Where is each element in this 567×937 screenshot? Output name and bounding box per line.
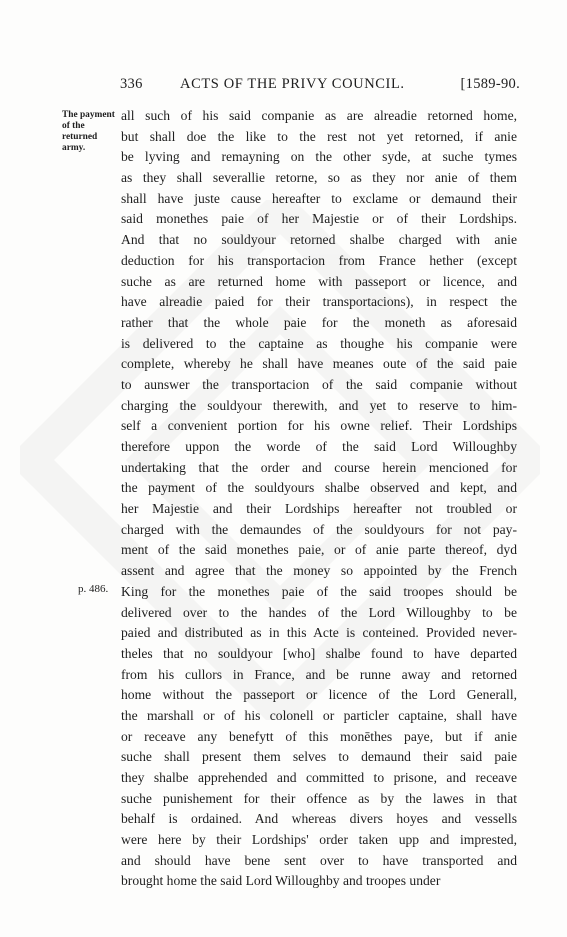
text-line: charging the souldyour therewith, and yet to reserve to him- (121, 397, 517, 413)
margin-sidenote (62, 110, 122, 154)
text-line: as they shall severallie retorne, so as they nor anie of them (121, 170, 517, 186)
text-line: delivered over to the handes of the Lord Willoughby to be (121, 604, 517, 620)
text-line: behalf is ordained. And whereas divers hoyes and vessells (121, 811, 517, 827)
text-line: home without the passeport or licence of the Lord Generall, (121, 687, 517, 703)
text-line: And that no souldyour retorned shalbe charged with anie (121, 232, 517, 248)
text-line: suche as are returned home with passeport or licence, and (121, 273, 517, 289)
text-line: but shall doe the like to the rest not yet retorned, if anie (121, 128, 517, 144)
text-line: ment of the said monethes paie, or of anie parte thereof, dyd (121, 542, 517, 558)
text-line: shall have juste cause hereafter to exclame or demaund their (121, 190, 517, 206)
text-line: King for the monethes paie of the said troopes should be (121, 583, 517, 599)
text-line: and should have bene sent over to have transported and (121, 852, 517, 868)
text-line: assent and agree that the money so appointed by the French (121, 563, 517, 579)
sidenote-line: army. (62, 143, 86, 153)
text-line: said monethes paie of her Majestie or of their Lordships. (121, 211, 517, 227)
text-line: undertaking that the order and course herein mencioned for (121, 459, 517, 475)
text-line: all such of his said companie as are alreadie retorned home, (121, 108, 517, 123)
text-line: her Majestie and their Lordships hereafter not troubled or (121, 501, 517, 517)
text-line: were here by their Lordships' order taken upp and imprested, (121, 832, 517, 848)
text-line: suche shall present them selves to demaund their said paie (121, 749, 517, 765)
text-line: self a convenient portion for his owne relief. Their Lordships (121, 418, 517, 434)
text-line: therefore uppon the worde of the said Lord Willoughby (121, 439, 517, 454)
text-line: rather that the whole paie for the moneth as aforesaid (121, 314, 517, 330)
text-line: charged with the demaundes of the souldyours for not pay- (121, 521, 517, 537)
text-line: deduction for his transportacion from France hether (except (121, 252, 517, 268)
text-line: suche punishement for their offence as by the lawes in that (121, 790, 517, 806)
text-line: the marshall or of his colonell or particler captaine, shall have (121, 707, 517, 723)
sidenote-line: The payment (62, 110, 115, 120)
text-line: they shalbe apprehended and committed to prisone, and receave (121, 770, 517, 785)
text-line: or receave any benefytt of this monēthes paye, but if anie (121, 728, 517, 744)
text-line: is delivered to the captaine as thoughe his companie were (121, 335, 517, 351)
text-line: be lyving and remayning on the other syde, at suche tymes (121, 149, 517, 165)
text-line: the payment of the souldyours shalbe observed and kept, and (121, 480, 517, 496)
text-line: theles that no souldyour [who] shalbe found to have departed (121, 645, 517, 661)
date-range: [1589-90. (460, 76, 520, 92)
text-line: paied and distributed as in this Acte is conteined. Provided never- (121, 625, 517, 641)
page-number: 336 (120, 76, 143, 92)
margin-page-reference: p. 486. (78, 583, 109, 595)
running-title: ACTS OF THE PRIVY COUNCIL. (180, 76, 405, 92)
text-line: have alreadie paied for their transportacions), in respect the (121, 294, 517, 310)
sidenote-line: returned (62, 132, 98, 142)
text-line: brought home the said Lord Willoughby and troopes under (121, 873, 441, 889)
text-line: from his cullors in France, and be runne away and retorned (121, 666, 517, 682)
text-line: complete, whereby he shall have meanes oute of the said paie (121, 356, 517, 372)
text-line: to aunswer the transportacion of the said companie without (121, 376, 517, 392)
sidenote-line: of the (62, 121, 85, 131)
body-text (121, 106, 517, 892)
running-header (118, 76, 520, 98)
